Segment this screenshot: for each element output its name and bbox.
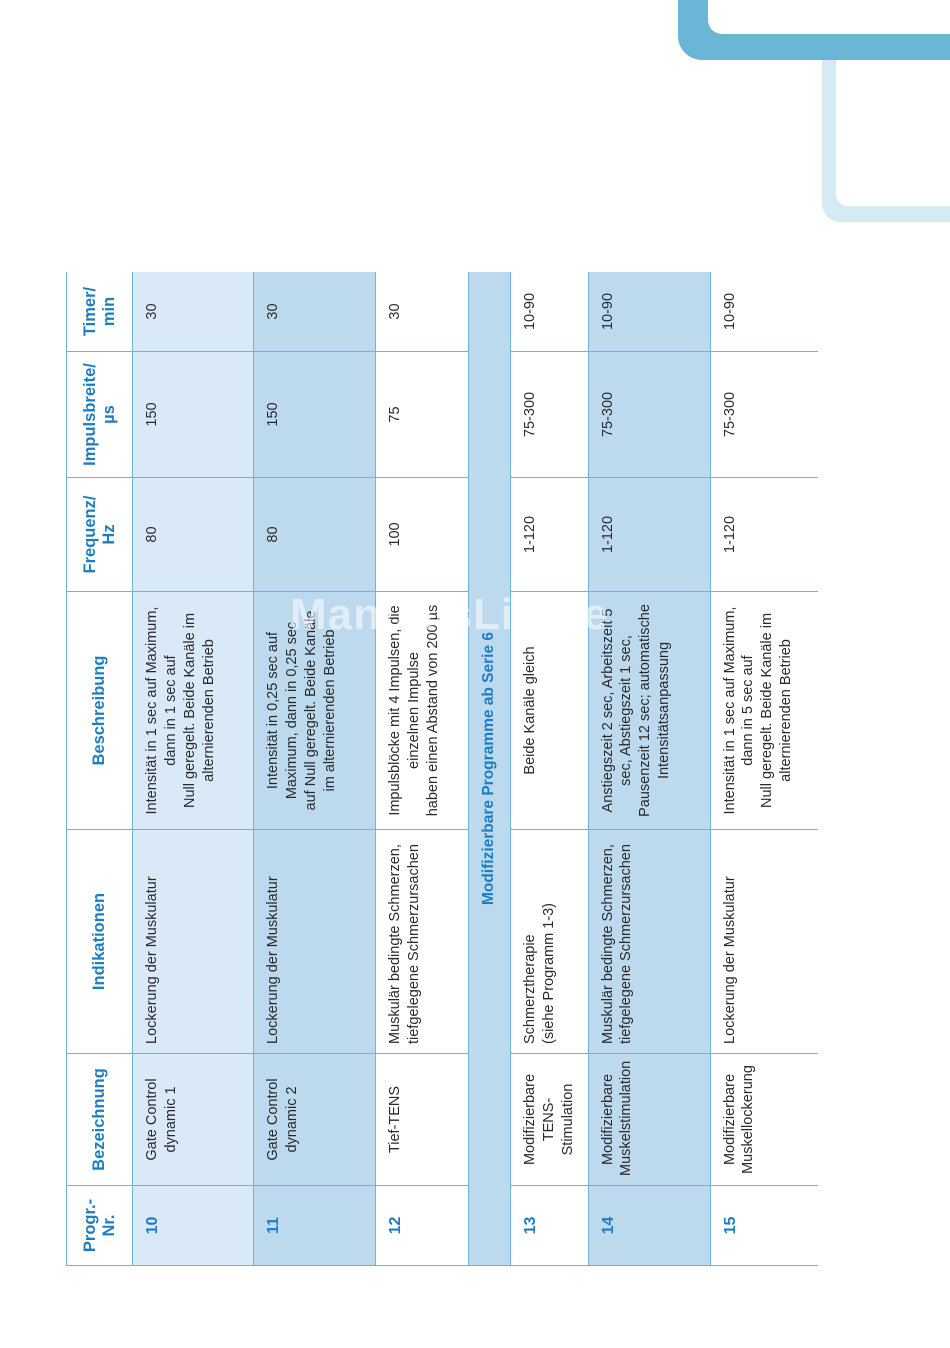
beschreibung-line: Anstiegszeit 2 sec, Arbeitszeit 5: [599, 608, 616, 813]
table-row: [133, 272, 254, 1266]
table-row: [254, 272, 376, 1266]
prog-nr-cell: 13: [511, 1186, 589, 1266]
beschreibung-line: im alternierenden Betrieb: [321, 629, 338, 792]
indikation-line: tiefgelegene Schmerzursachen: [618, 844, 635, 1044]
beschreibung-line: Intensität in 0,25 sec auf: [265, 631, 281, 790]
table-row: [710, 272, 818, 1266]
timer-cell: 10-90: [511, 272, 589, 352]
impulsbreite-cell: 150: [254, 352, 376, 478]
prog-nr-cell: 15: [710, 1186, 818, 1266]
beschreibung-line: Intensität in 1 sec auf Maximum,: [144, 606, 160, 815]
beschreibung-line: Maximum, dann in 0,25 sec: [283, 621, 300, 800]
bezeichnung-line: Gate Control: [144, 1078, 160, 1161]
table-row: [376, 272, 469, 1266]
bezeichnung-line: TENS-Stimulation: [540, 1083, 576, 1156]
frequenz-cell: 80: [254, 478, 376, 592]
beschreibung-line: Intensität in 1 sec auf Maximum,: [721, 606, 738, 815]
beschreibung-cell: [710, 592, 818, 830]
beschreibung-line: Null geregelt. Beide Kanäle im: [181, 612, 198, 809]
bezeichnung-line: Muskellockerung: [740, 1065, 757, 1174]
bezeichnung-line: Muskelstimulation: [618, 1060, 635, 1176]
section-title: Modifizierbare Programme ab Serie 6: [469, 272, 511, 1266]
beschreibung-line: Beide Kanäle gleich: [522, 646, 538, 775]
table-row: [511, 272, 589, 1266]
beschreibung-line: einzelnen Impulse: [405, 652, 422, 769]
indikation-line: (siehe Programm 1-3): [540, 902, 557, 1044]
indikation-cell: [376, 830, 469, 1054]
bezeichnung-line: dynamic 2: [283, 1086, 300, 1153]
table-row: [588, 272, 710, 1266]
header-progr-nr: Progr.- Nr.: [67, 1186, 133, 1266]
header-bezeichnung: Bezeichnung: [67, 1054, 133, 1186]
impulsbreite-cell: 150: [133, 352, 254, 478]
section-row: [469, 272, 511, 1266]
header-beschreibung: Beschreibung: [67, 592, 133, 830]
indikation-cell: [588, 830, 710, 1054]
indikation-cell: [511, 830, 589, 1054]
indikation-line: Lockerung der Muskulatur: [721, 876, 738, 1044]
bezeichnung-cell: [376, 1054, 469, 1186]
timer-cell: 10-90: [710, 272, 818, 352]
bezeichnung-cell: [710, 1054, 818, 1186]
prog-nr-cell: 11: [254, 1186, 376, 1266]
beschreibung-line: Intensitätsanpassung: [656, 641, 673, 780]
beschreibung-line: Impulsblöcke mit 4 Impulsen, die: [387, 605, 403, 816]
indikation-line: Muskulär bedingte Schmerzen,: [599, 844, 616, 1044]
impulsbreite-cell: 75-300: [710, 352, 818, 478]
bezeichnung-cell: [133, 1054, 254, 1186]
timer-cell: 10-90: [588, 272, 710, 352]
beschreibung-line: dann in 5 sec auf: [740, 655, 757, 766]
beschreibung-line: auf Null geregelt. Beide Kanäle: [302, 610, 319, 811]
beschreibung-line: alternierenden Betrieb: [778, 639, 795, 782]
indikation-line: tiefgelegene Schmerzursachen: [405, 844, 422, 1044]
indikation-line: Muskulär bedingte Schmerzen,: [387, 844, 403, 1044]
table-frame: [66, 272, 818, 1266]
header-impulsbreite: Impulsbreite/ µs: [67, 352, 133, 478]
beschreibung-line: sec, Abstiegszeit 1 sec,: [618, 635, 635, 786]
frequenz-cell: 1-120: [710, 478, 818, 592]
prog-nr-cell: 14: [588, 1186, 710, 1266]
frequenz-cell: 1-120: [588, 478, 710, 592]
indikation-cell: [133, 830, 254, 1054]
frequenz-cell: 1-120: [511, 478, 589, 592]
frequenz-cell: 80: [133, 478, 254, 592]
bezeichnung-line: Modifizierbare: [522, 1073, 538, 1166]
indikation-line: Schmerztherapie: [522, 934, 538, 1044]
indikation-line: Lockerung der Muskulatur: [144, 876, 160, 1044]
watermark: ManualsLib.de: [290, 590, 609, 639]
beschreibung-line: Pausenzeit 12 sec; automatische: [637, 604, 654, 817]
header-timer: Timer/ min: [67, 272, 133, 352]
bezeichnung-line: Modifizierbare: [721, 1073, 738, 1166]
impulsbreite-cell: 75: [376, 352, 469, 478]
header-frequenz: Frequenz/ Hz: [67, 478, 133, 592]
indikation-line: Lockerung der Muskulatur: [265, 876, 281, 1044]
impulsbreite-cell: 75-300: [588, 352, 710, 478]
bezeichnung-line: Gate Control: [265, 1078, 281, 1161]
timer-cell: 30: [254, 272, 376, 352]
timer-cell: 30: [376, 272, 469, 352]
bezeichnung-line: Modifizierbare: [599, 1073, 616, 1166]
table-header-row: [67, 272, 133, 1266]
bezeichnung-cell: [588, 1054, 710, 1186]
bezeichnung-line: dynamic 1: [162, 1086, 179, 1153]
program-table: [66, 272, 818, 1266]
bezeichnung-cell: [511, 1054, 589, 1186]
beschreibung-line: alternierenden Betrieb: [200, 639, 217, 782]
beschreibung-line: dann in 1 sec auf: [162, 655, 179, 766]
header-indikationen: Indikationen: [67, 830, 133, 1054]
impulsbreite-cell: 75-300: [511, 352, 589, 478]
prog-nr-cell: 12: [376, 1186, 469, 1266]
indikation-cell: [710, 830, 818, 1054]
beschreibung-cell: [133, 592, 254, 830]
prog-nr-cell: 10: [133, 1186, 254, 1266]
beschreibung-line: haben einen Abstand von 200 µs: [424, 604, 441, 817]
bezeichnung-cell: [254, 1054, 376, 1186]
frequenz-cell: 100: [376, 478, 469, 592]
indikation-cell: [254, 830, 376, 1054]
bezeichnung-line: Tief-TENS: [387, 1085, 403, 1154]
beschreibung-line: Null geregelt. Beide Kanäle im: [759, 612, 776, 809]
timer-cell: 30: [133, 272, 254, 352]
